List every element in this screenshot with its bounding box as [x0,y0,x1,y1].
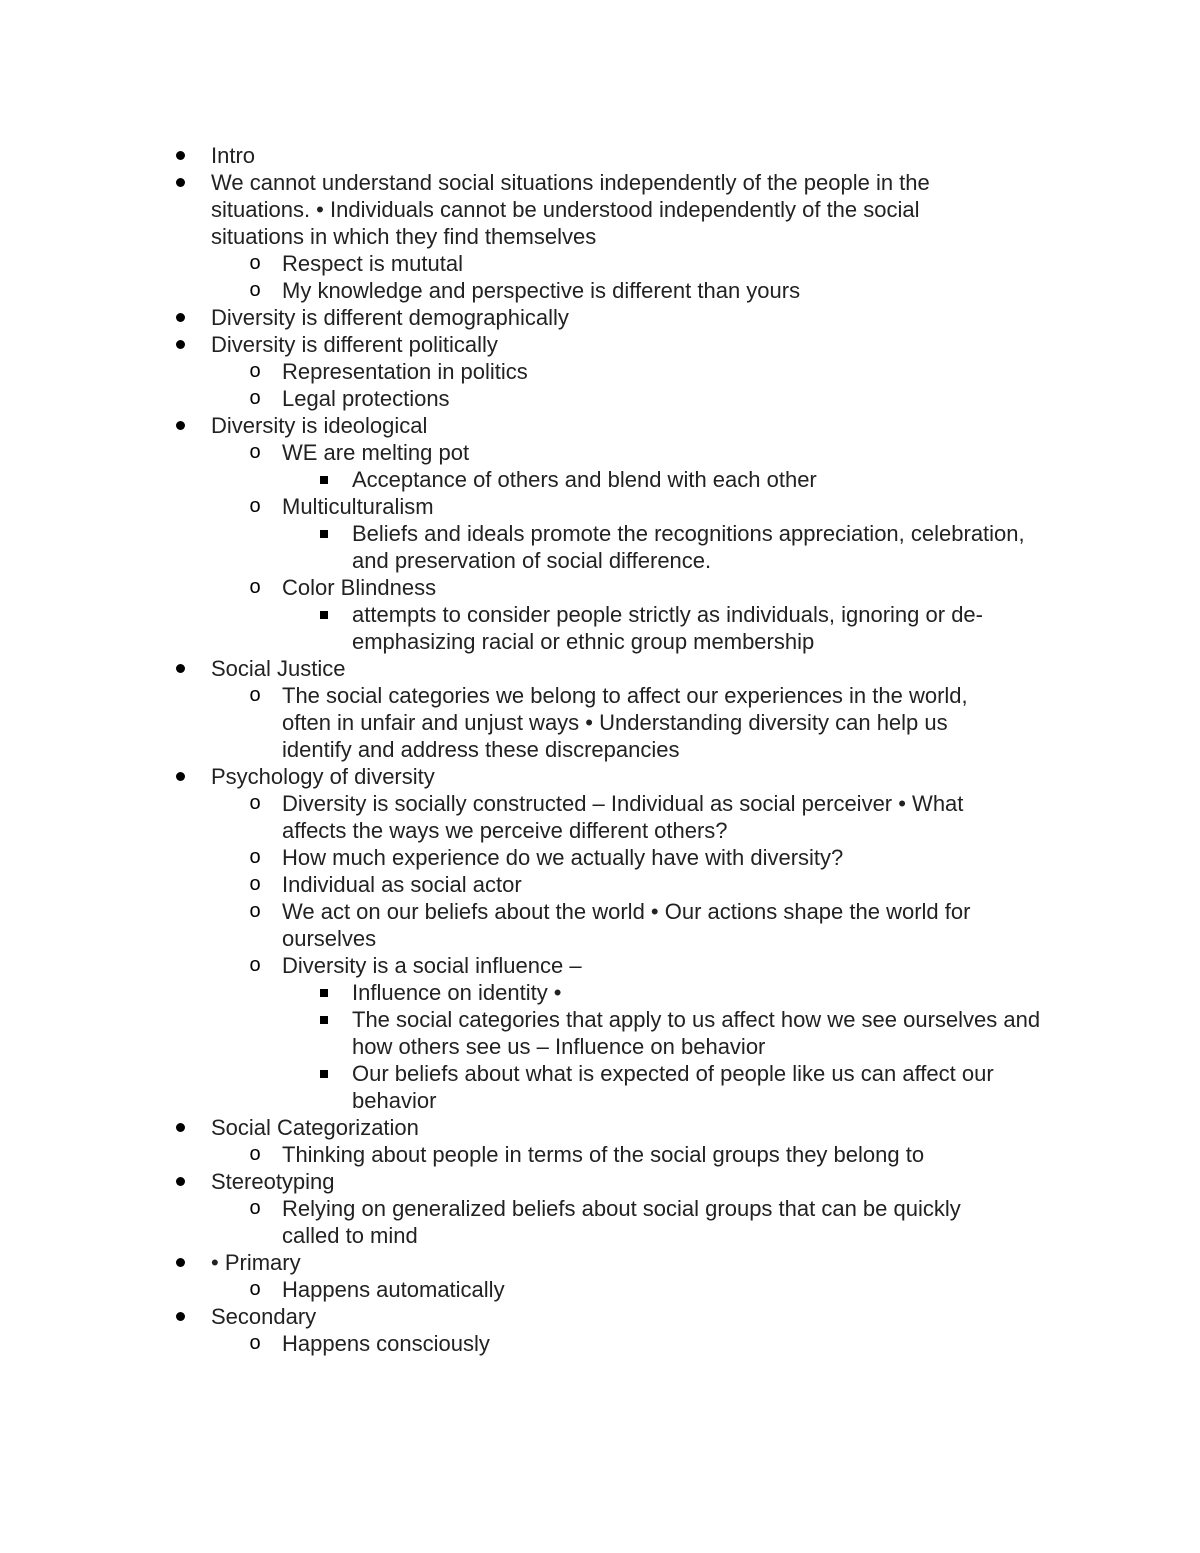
list-item-text: Relying on generalized beliefs about social groups that can be quickly called to mind [282,1196,961,1248]
list-item-text: • Primary [211,1250,301,1275]
round-bullet-icon [172,331,188,358]
circle-bullet-icon: o [249,846,261,868]
round-bullet-icon [172,1249,188,1276]
list-item-level-2 [0,871,1022,898]
circle-bullet-icon: o [249,954,261,976]
list-item-text: Individual as social actor [282,872,522,897]
list-item-text: Multiculturalism [282,494,434,519]
list-item-level-3 [0,979,1052,1006]
circle-bullet-icon: o [249,792,261,814]
list-item-text: Our beliefs about what is expected of people like us can affect our behavior [352,1061,994,1113]
square-bullet-icon [316,979,332,1006]
list-item-level-2 [0,250,1022,277]
square-bullet-icon [316,1060,332,1087]
list-item-level-1 [0,1168,1001,1195]
list-item-level-1 [0,331,1001,358]
list-item-text: Influence on identity • [352,980,562,1005]
circle-bullet-icon: o [249,873,261,895]
list-item-text: Secondary [211,1304,317,1329]
list-item-text: Diversity is ideological [211,413,428,438]
list-item-level-2 [0,790,1022,844]
round-bullet-icon [172,1303,188,1330]
list-item-text: We act on our beliefs about the world • Our actions shape the world for ourselves [282,899,971,951]
list-item-text: Diversity is different demographically [211,305,569,330]
circle-bullet-icon: o [249,1143,261,1165]
circle-bullet-icon: o [249,576,261,598]
list-item-level-2 [0,682,1022,763]
list-item-level-3 [0,466,1052,493]
list-item-text: Psychology of diversity [211,764,435,789]
list-item-level-2 [0,385,1022,412]
list-item-text: We cannot understand social situations independently of the people in the situations. • Individuals cannot be understood independently of the social situations in which they find themselves [211,170,930,249]
circle-bullet-icon: o [249,279,261,301]
list-item-text: My knowledge and perspective is different than yours [282,278,801,303]
list-item-text: Thinking about people in terms of the social groups they belong to [282,1142,925,1167]
list-item-level-3 [0,1060,1052,1114]
round-bullet-icon [172,304,188,331]
circle-bullet-icon: o [249,495,261,517]
list-item-level-3 [0,520,1052,574]
list-item-text: Social Justice [211,656,346,681]
list-item-text: Legal protections [282,386,450,411]
list-item-level-2 [0,277,1022,304]
circle-bullet-icon: o [249,1278,261,1300]
list-item-text: Happens consciously [282,1331,490,1356]
list-item-level-2 [0,493,1022,520]
list-item-text: WE are melting pot [282,440,470,465]
list-item-text: Intro [211,143,256,168]
round-bullet-icon [172,763,188,790]
bullet-outline [0,142,1200,1357]
list-item-level-3 [0,601,1052,655]
list-item-level-1 [0,412,1001,439]
circle-bullet-icon: o [249,387,261,409]
list-item-text: Acceptance of others and blend with each other [352,467,817,492]
list-item-level-1 [0,304,1001,331]
square-bullet-icon [316,466,332,493]
list-item-text: attempts to consider people strictly as individuals, ignoring or de-emphasizing racial or ethnic group membership [352,602,983,654]
list-item-level-2 [0,1276,1022,1303]
list-item-text: How much experience do we actually have with diversity? [282,845,844,870]
list-item-text: Diversity is different politically [211,332,498,357]
list-item-level-1 [0,763,1001,790]
list-item-level-2 [0,1195,1022,1249]
circle-bullet-icon: o [249,1197,261,1219]
list-item-level-2 [0,952,1022,979]
list-item-text: Diversity is a social influence – [282,953,582,978]
list-item-level-2 [0,844,1022,871]
list-item-text: The social categories that apply to us affect how we see ourselves and how others see us – Influence on behavior [352,1007,1041,1059]
list-item-level-2 [0,358,1022,385]
list-item-level-1 [0,655,1001,682]
circle-bullet-icon: o [249,1332,261,1354]
square-bullet-icon [316,520,332,547]
circle-bullet-icon: o [249,252,261,274]
list-item-level-2 [0,574,1022,601]
list-item-text: Color Blindness [282,575,437,600]
round-bullet-icon [172,1168,188,1195]
list-item-level-2 [0,1330,1022,1357]
list-item-level-1 [0,1303,1001,1330]
list-item-text: The social categories we belong to affect our experiences in the world, often in unfair and unjust ways • Understanding diversity can help us identify and address these discrepancies [282,683,968,762]
list-item-level-1 [0,142,1001,169]
circle-bullet-icon: o [249,441,261,463]
round-bullet-icon [172,655,188,682]
list-item-text: Beliefs and ideals promote the recognitions appreciation, celebration, and preservation of social difference. [352,521,1025,573]
list-item-text: Social Categorization [211,1115,419,1140]
round-bullet-icon [172,142,188,169]
circle-bullet-icon: o [249,900,261,922]
list-item-level-2 [0,898,1022,952]
document-page [0,142,1200,1357]
list-item-text: Happens automatically [282,1277,505,1302]
list-item-level-3 [0,1006,1052,1060]
square-bullet-icon [316,1006,332,1033]
list-item-text: Diversity is socially constructed – Individual as social perceiver • What affects the ways we perceive different others? [282,791,964,843]
list-item-level-1 [0,1114,1001,1141]
list-item-level-1 [0,169,1001,250]
circle-bullet-icon: o [249,360,261,382]
circle-bullet-icon: o [249,684,261,706]
round-bullet-icon [172,169,188,196]
list-item-level-2 [0,1141,1022,1168]
list-item-text: Stereotyping [211,1169,335,1194]
round-bullet-icon [172,412,188,439]
list-item-text: Respect is mututal [282,251,463,276]
list-item-text: Representation in politics [282,359,528,384]
list-item-level-1 [0,1249,1001,1276]
list-item-level-2 [0,439,1022,466]
round-bullet-icon [172,1114,188,1141]
square-bullet-icon [316,601,332,628]
